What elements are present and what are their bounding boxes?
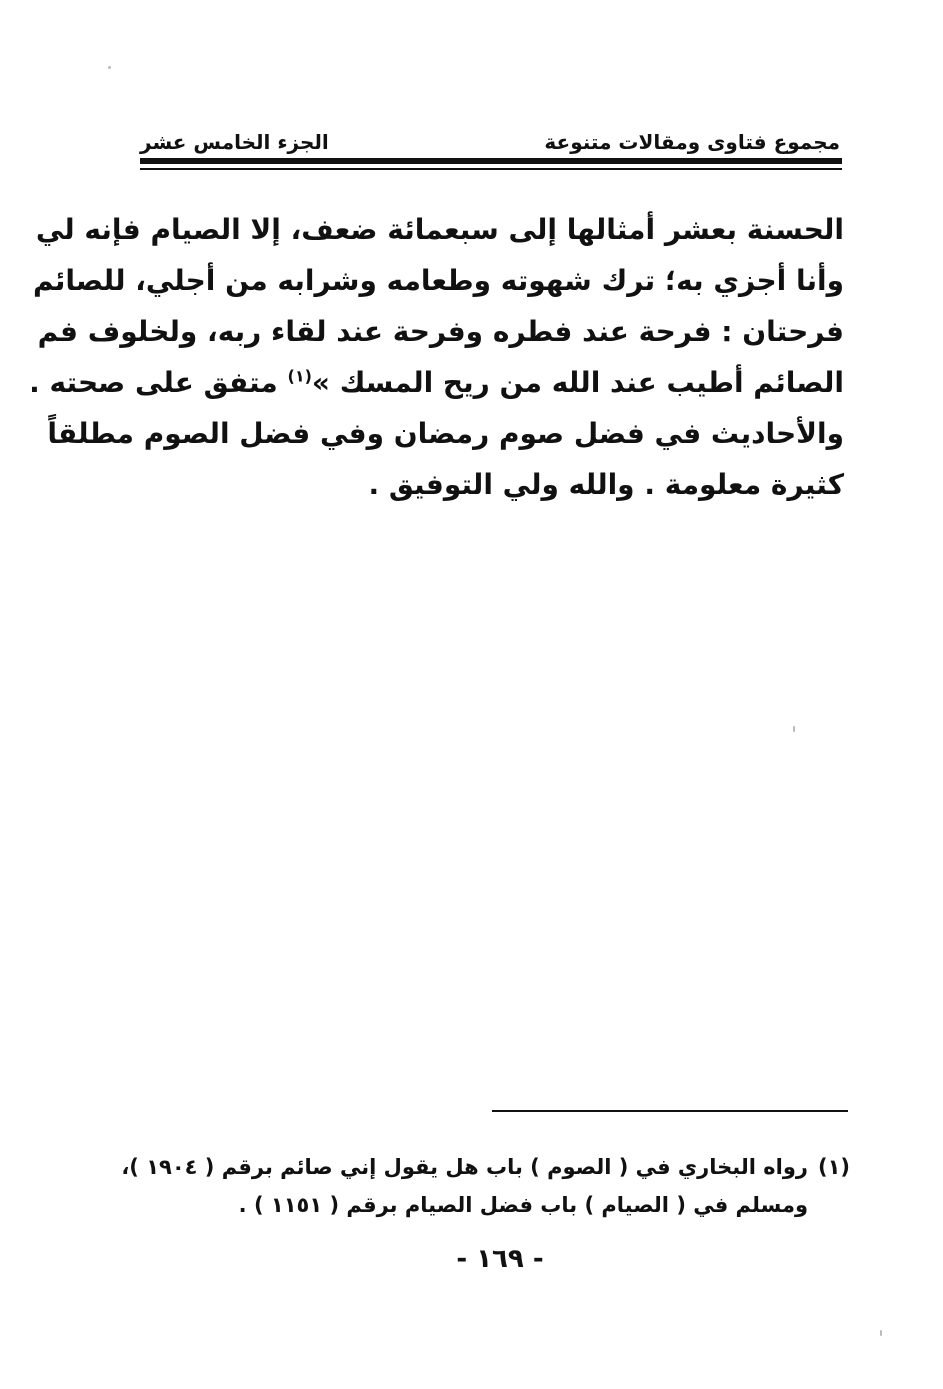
footnote-text: ومسلم في ( الصيام ) باب فضل الصيام برقم ( ١١٥١ ) . — [238, 1193, 808, 1217]
header-rule-thick — [140, 158, 842, 164]
footnote-line — [121, 1148, 850, 1186]
footnote-text: رواه البخاري في ( الصوم ) باب هل يقول إني صائم برقم ( ١٩٠٤ )، — [121, 1155, 808, 1179]
header-book-title: مجموع فتاوى ومقالات متنوعة — [544, 130, 840, 154]
body-line: وأنا أجزي به؛ ترك شهوته وطعامه وشرابه من أجلي، للصائم — [32, 264, 844, 297]
page-number: - ١٦٩ - — [456, 1244, 544, 1274]
scan-speck — [108, 66, 111, 69]
body-text — [29, 204, 844, 510]
scan-speck — [880, 1330, 882, 1336]
footnote-marker: (١) — [817, 1155, 850, 1179]
header-volume: الجزء الخامس عشر — [140, 130, 329, 154]
body-line-with-footnote — [29, 357, 844, 408]
footnotes — [121, 1148, 850, 1224]
scan-speck — [793, 726, 795, 732]
footnote-line — [140, 1186, 850, 1224]
body-line: والأحاديث في فضل صوم رمضان وفي فضل الصوم مطلقاً — [47, 417, 844, 450]
footnote-separator — [492, 1110, 848, 1112]
body-line: الحسنة بعشر أمثالها إلى سبعمائة ضعف، إلا الصيام فإنه لي — [35, 213, 844, 246]
header-rule-thin — [140, 168, 842, 170]
footnote-reference[interactable]: (١) — [287, 366, 312, 386]
body-line-text: الصائم أطيب عند الله من ريح المسك » — [311, 366, 844, 399]
body-line-tail: متفق على صحته . — [29, 366, 278, 399]
body-line: فرحتان : فرحة عند فطره وفرحة عند لقاء ربه، ولخلوف فم — [37, 315, 844, 348]
body-line: كثيرة معلومة . والله ولي التوفيق . — [368, 468, 844, 501]
running-header — [140, 118, 840, 154]
